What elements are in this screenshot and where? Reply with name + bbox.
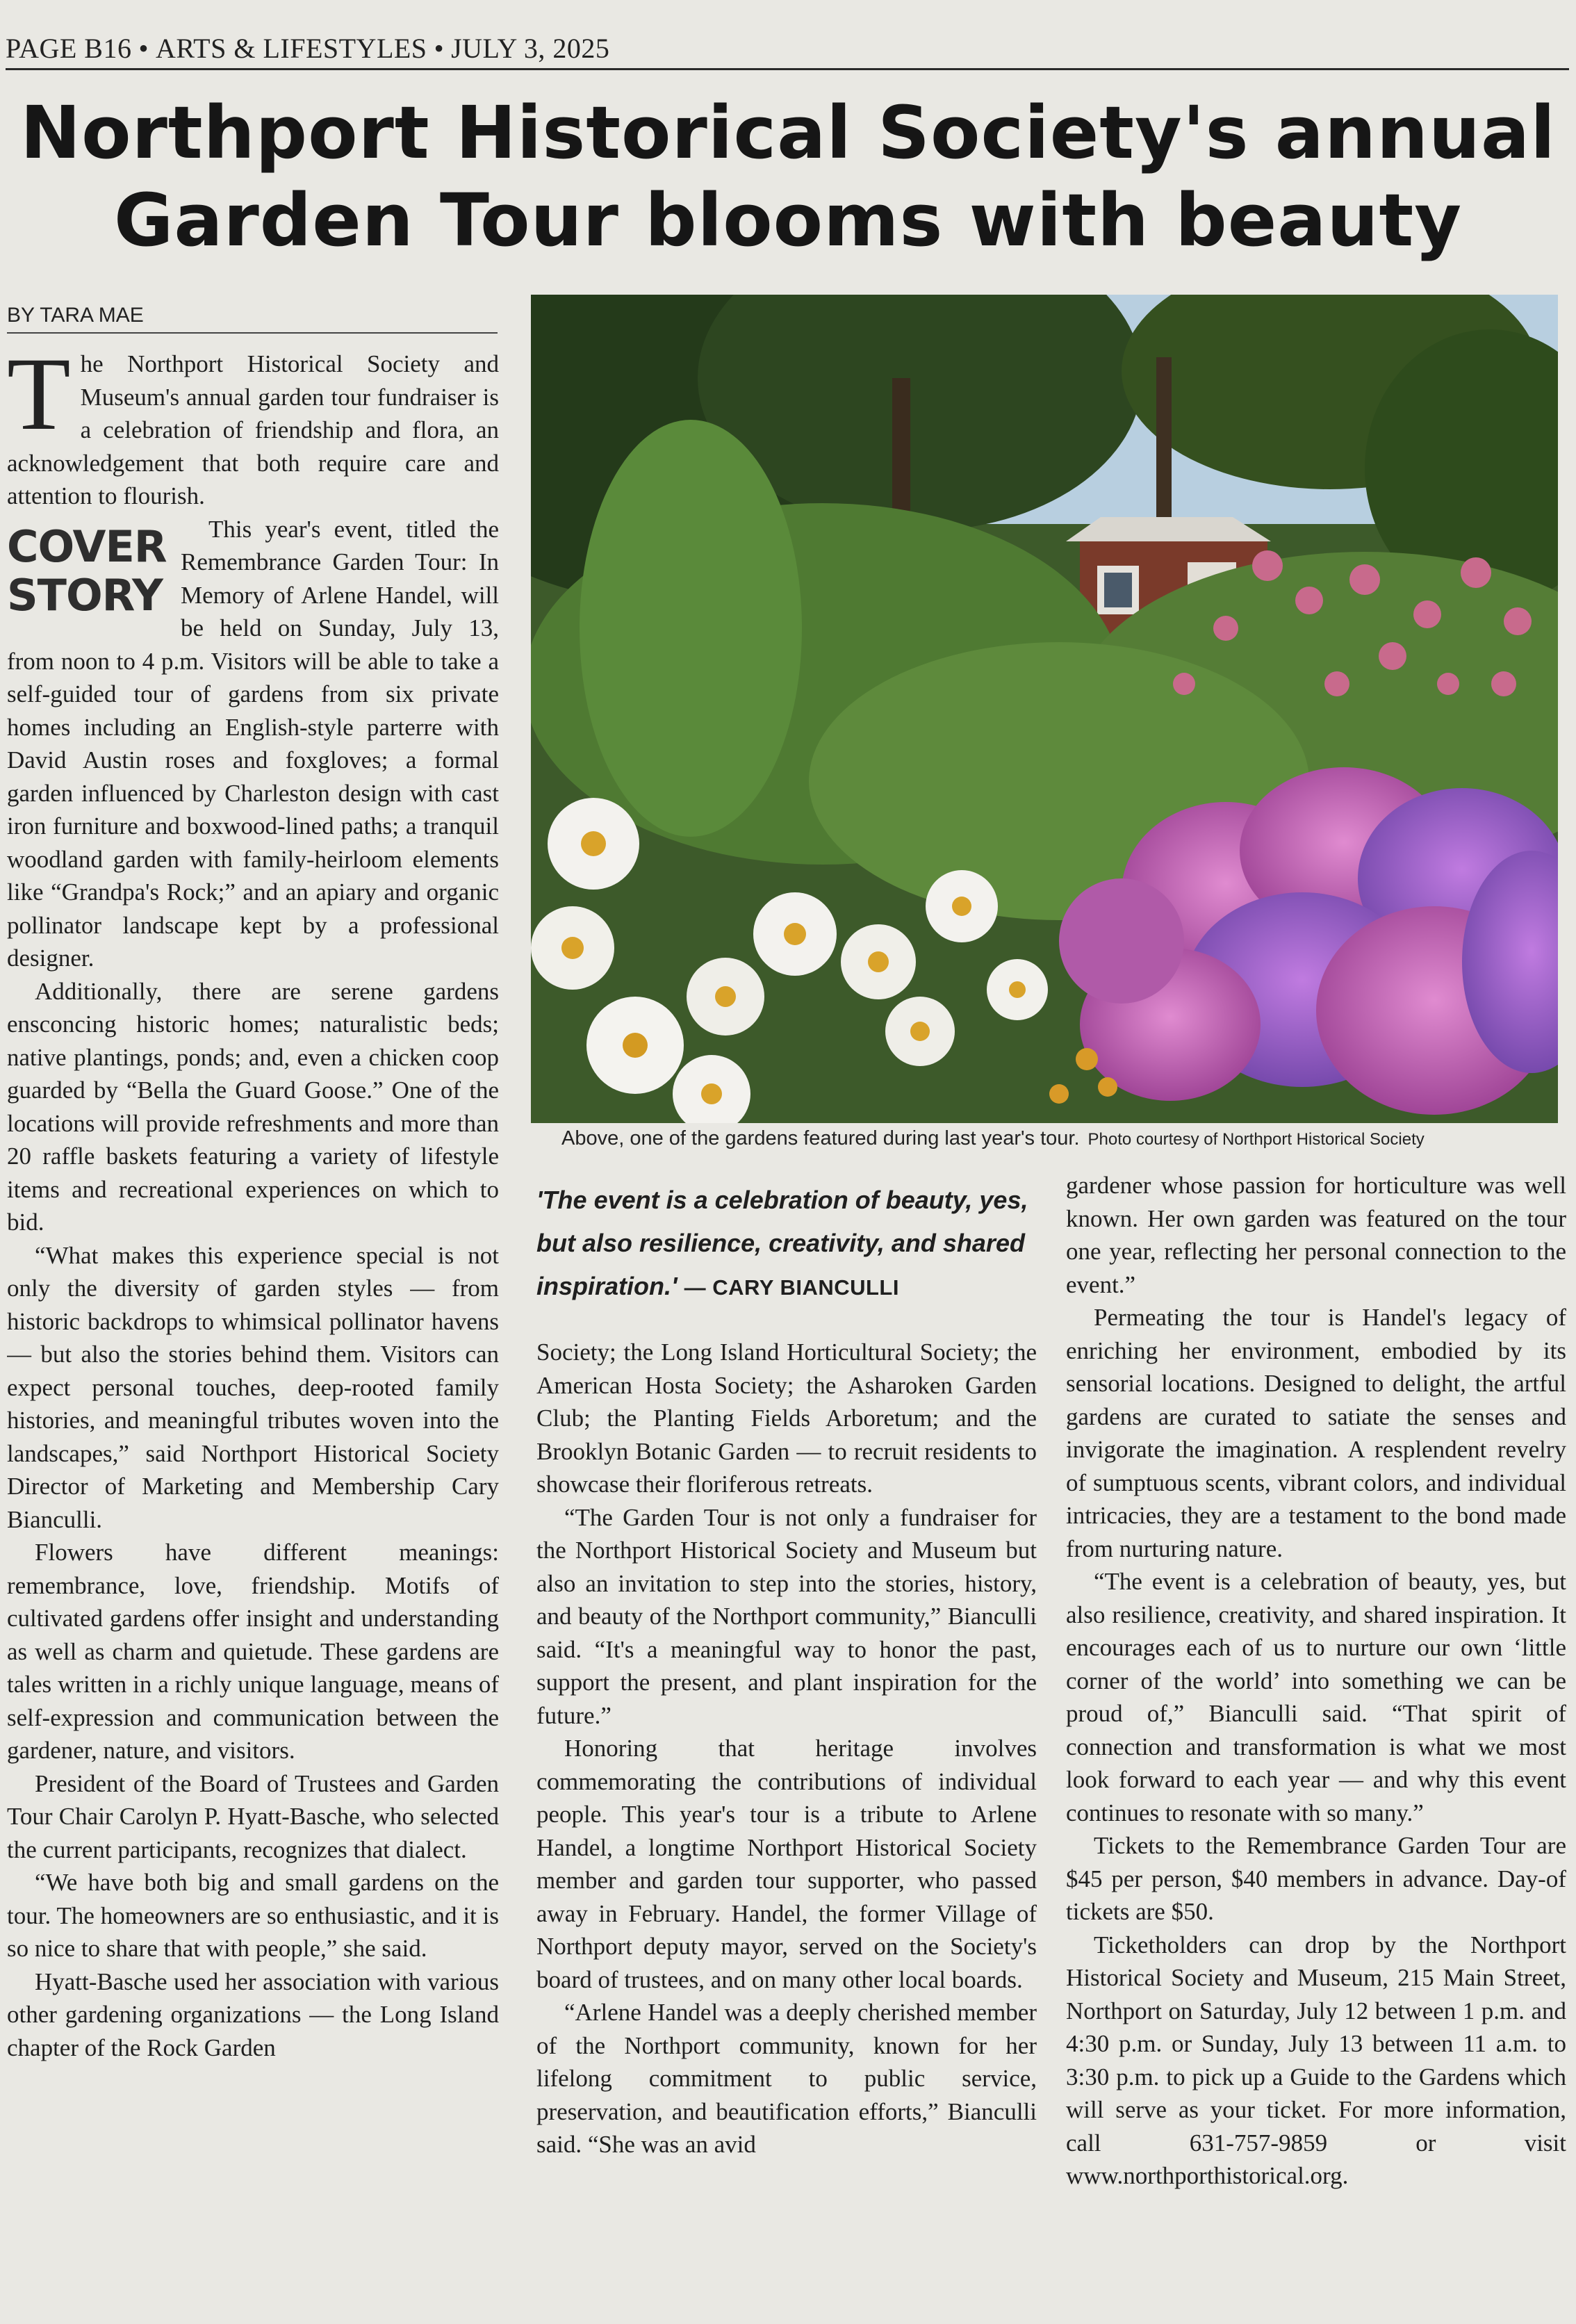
cover-story-label xyxy=(7,523,165,620)
folio-separator-1: • xyxy=(138,33,149,64)
paragraph-10: “The Garden Tour is not only a fundraiser for the Northport Historical Society and Museum but also an invitation to step into the stories, history, and beauty of the Northport community,” Bianculli said. “It's a meaningful way to honor the past, support the present, and plant inspiration for the future.” xyxy=(536,1503,1037,1729)
paragraph-8: Hyatt-Basche used her association with various other gardening organizations — the Long Island chapter of the Rock Garden xyxy=(7,1967,499,2061)
caption-text: Above, one of the gardens featured during last year's tour. xyxy=(561,1127,1080,1149)
folio-separator-2: • xyxy=(434,33,445,64)
paragraph-13: gardener whose passion for horticulture was well known. Her own garden was featured on the tour one year, reflecting her personal connection to the event.” xyxy=(1066,1172,1566,1298)
paragraph-6: President of the Board of Trustees and Garden Tour Chair Carolyn P. Hyatt-Basche, who selected the current participants, recognizes that dialect. xyxy=(7,1769,499,1863)
garden-photo-illustration xyxy=(531,295,1558,1123)
paragraph-11: Honoring that heritage involves commemorating the contributions of individual people. This year's tour is a tribute to Arlene Handel, a longtime Northport Historical Society member and garden tour supporter, who passed away in February. Handel, the former Village of Northport deputy mayor, served on the Society's board of trustees, and on many other local boards. xyxy=(536,1735,1037,1993)
paragraph-1 xyxy=(7,347,499,513)
drop-cap: T xyxy=(7,347,71,452)
pull-quote-attribution: — CARY BIANCULLI xyxy=(684,1275,899,1300)
cover-label-line-1: COVER xyxy=(7,521,167,572)
paragraph-2 xyxy=(7,513,499,975)
article-column-3 xyxy=(1066,1169,1566,2316)
paragraph-2-text: This year's event, titled the Remembrance Garden Tour: In Memory of Arlene Handel, will be held on Sunday, July 13, from noon to 4 p.m. Visitors will be able to take a self-guided tour of gardens from six private homes including an English-style parterre with David Austin roses and foxgloves; a formal garden influenced by Charleston design with cast iron furniture and boxwood-lined paths; a tranquil woodland garden with family-heirloom elements like “Grandpa's Rock;” and an apiary and organic pollinator landscape kept by a professional designer. xyxy=(7,515,499,972)
paragraph-16: Tickets to the Remembrance Garden Tour are $45 per person, $40 members in advance. Day-of tickets are $50. xyxy=(1066,1832,1566,1925)
section-name: ARTS & LIFESTYLES xyxy=(155,33,427,64)
page-number: PAGE B16 xyxy=(6,33,132,64)
pull-quote-text: 'The event is a celebration of beauty, yes, but also resilience, creativity, and shared inspiration.' xyxy=(536,1186,1028,1300)
issue-date: JULY 3, 2025 xyxy=(451,33,610,64)
article-column-2 xyxy=(536,1336,1037,2316)
paragraph-4: “What makes this experience special is not only the diversity of garden styles — from historic backdrops to whimsical pollinator havens — but also the stories behind them. Visitors can expect personal touches, deep-rooted family histories, and meaningful tributes woven into the landscapes,” said Northport Historical Society Director of Marketing and Membership Cary Bianculli. xyxy=(7,1241,499,1533)
paragraph-15: “The event is a celebration of beauty, yes, but also resilience, creativity, and shared inspiration. It encourages each of us to nurture our own ‘little corner of the world’ into something we can be proud of,” Bianculli said. “That spirit of connection and transformation is what we most look forward to each year — and why this event continues to resonate with so many.” xyxy=(1066,1568,1566,1826)
cover-label-line-2: STORY xyxy=(7,569,163,621)
photo-credit: Photo courtesy of Northport Historical Society xyxy=(1087,1130,1425,1149)
paragraph-1-text: he Northport Historical Society and Museum's annual garden tour fundraiser is a celebration of friendship and flora, an acknowledgement that both require care and attention to flourish. xyxy=(7,350,499,509)
garden-photo xyxy=(531,295,1558,1123)
photo-caption xyxy=(561,1124,1548,1152)
byline: BY TARA MAE xyxy=(7,299,498,334)
pull-quote xyxy=(536,1179,1037,1318)
headline-line-2: Garden Tour blooms with beauty xyxy=(113,178,1463,263)
paragraph-3: Additionally, there are serene gardens ensconcing historic homes; naturalistic beds; native plantings, ponds; and, even a chicken coop guarded by “Bella the Guard Goose.” One of the locations will provide refreshments and more than 20 raffle baskets featuring a variety of lifestyle items and recreational experiences on which to bid. xyxy=(7,977,499,1236)
paragraph-9: Society; the Long Island Horticultural Society; the American Hosta Society; the Asharoken Garden Club; the Planting Fields Arboretum; and the Brooklyn Botanic Garden — to recruit residents to showcase their floriferous retreats. xyxy=(536,1339,1037,1498)
headline xyxy=(0,89,1576,264)
folio-line xyxy=(6,29,1569,70)
headline-line-1: Northport Historical Society's annual xyxy=(20,90,1556,175)
article-column-1 xyxy=(7,347,499,2314)
paragraph-7: “We have both big and small gardens on the tour. The homeowners are so enthusiastic, and it is so nice to share that with people,” she said. xyxy=(7,1869,499,1962)
paragraph-14: Permeating the tour is Handel's legacy of enriching her environment, embodied by its sensorial locations. Designed to delight, the artful gardens are curated to satiate the senses and invigorate the imagination. A resplendent revelry of sumptuous scents, vibrant colors, and individual intricacies, they are a testament to the bond made from nurturing nature. xyxy=(1066,1304,1566,1562)
paragraph-5: Flowers have different meanings: remembrance, love, friendship. Motifs of cultivated gardens offer insight and understanding as well as charm and quietude. These gardens are tales written in a richly unique language, means of self-expression and communication between the gardener, nature, and visitors. xyxy=(7,1539,499,1764)
paragraph-17: Ticketholders can drop by the Northport Historical Society and Museum, 215 Main Street, Northport on Saturday, July 12 between 1 p.m. and 4:30 p.m. or Sunday, July 13 between 11 a.m. to 3:30 p.m. to pick up a Guide to the Gardens which will serve as your ticket. For more information, call 631-757-9859 or visit www.northporthistorical.org. xyxy=(1066,1931,1566,2189)
paragraph-12: “Arlene Handel was a deeply cherished member of the Northport community, known for her lifelong commitment to public service, preservation, and beautification efforts,” Bianculli said. “She was an avid xyxy=(536,1999,1037,2158)
